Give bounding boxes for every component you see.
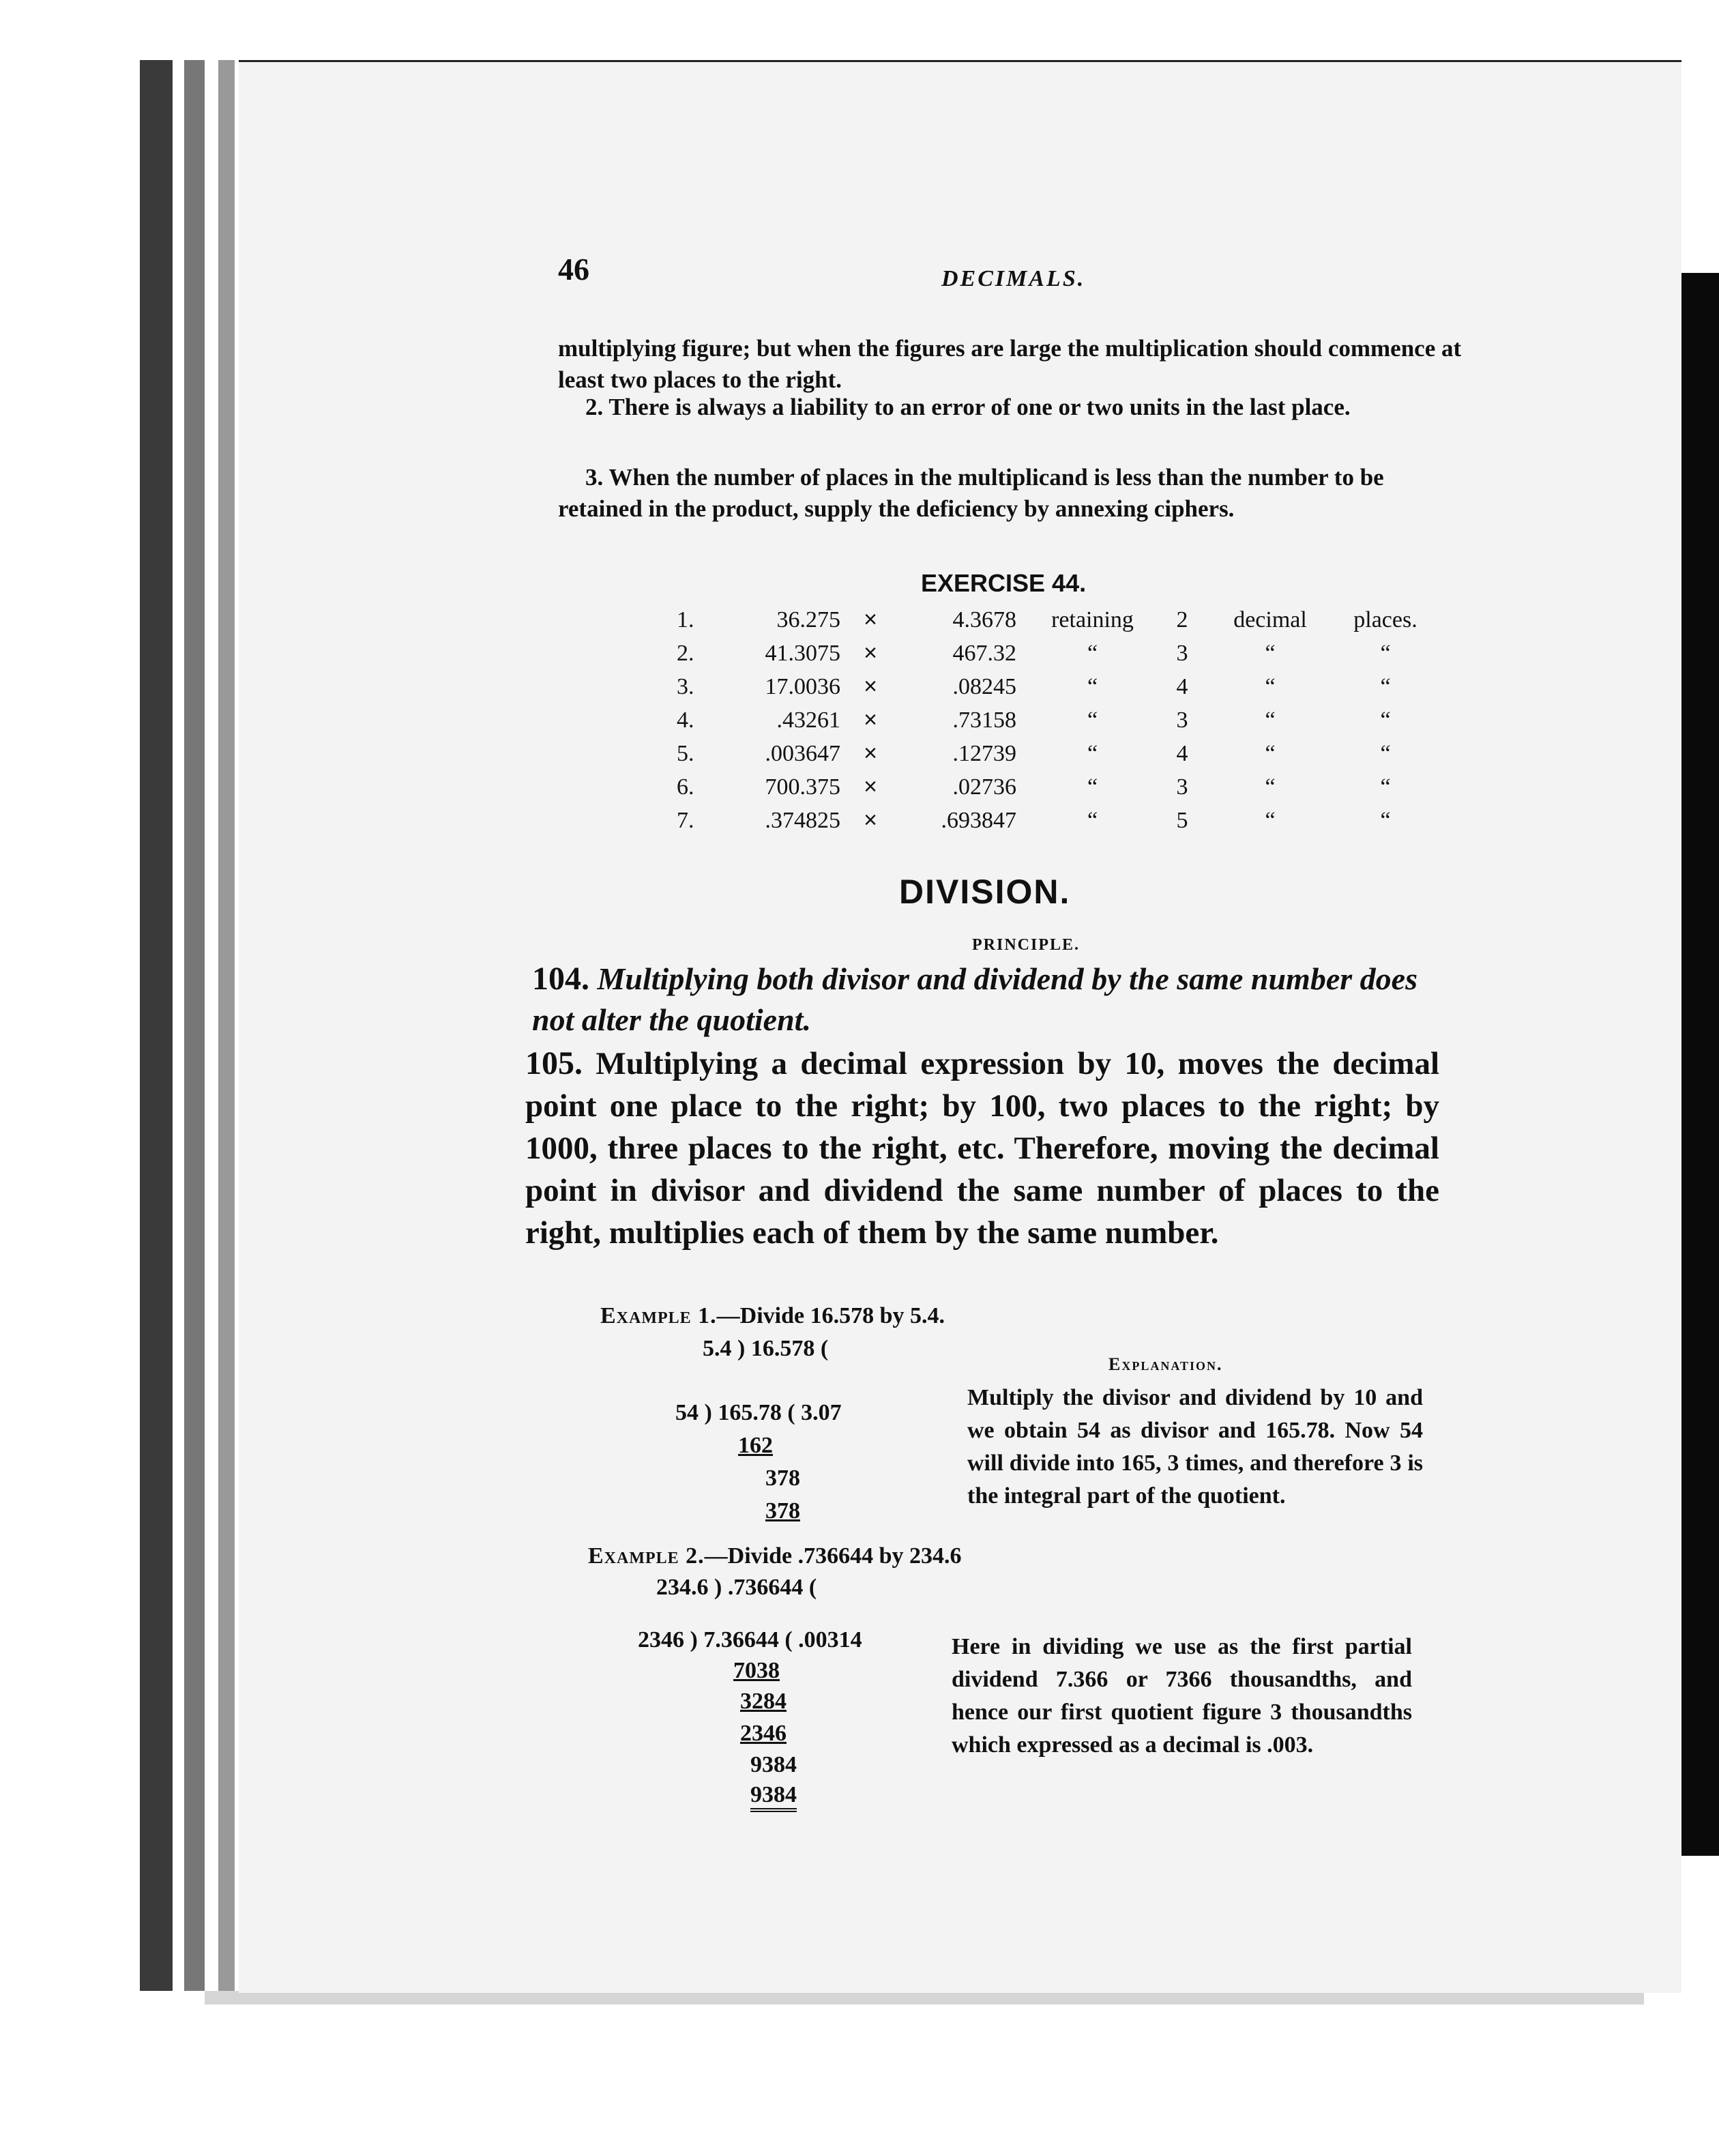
table-row <box>668 637 1435 670</box>
work-step: 9384 <box>750 1782 797 1812</box>
table-cell: .02736 <box>952 774 1016 800</box>
table-cell: “ <box>1087 673 1098 699</box>
table-cell: 3 <box>1176 774 1188 800</box>
table-cell: 700.375 <box>765 774 840 800</box>
table-cell: “ <box>1087 774 1098 800</box>
table-cell: “ <box>1265 740 1276 766</box>
rule-105 <box>525 1043 1439 1254</box>
work-line: 2346 ) 7.36644 ( .00314 <box>638 1627 862 1652</box>
table-cell: “ <box>1265 774 1276 800</box>
table-cell: 3 <box>1176 640 1188 666</box>
work-step: 378 <box>765 1466 800 1491</box>
table-cell: × <box>864 640 877 666</box>
example-label: Example 2. <box>588 1543 705 1569</box>
table-cell: 2 <box>1176 607 1188 632</box>
work-line: 5.4 ) 16.578 ( <box>703 1336 829 1361</box>
work-line: 54 ) 165.78 ( 3.07 <box>675 1400 842 1425</box>
example-text: —Divide 16.578 by 5.4. <box>716 1303 945 1328</box>
table-row <box>668 603 1435 637</box>
table-cell: .12739 <box>952 740 1016 766</box>
principle-label: PRINCIPLE. <box>972 936 1081 954</box>
work-step: 2346 <box>740 1721 787 1746</box>
work-step: 378 <box>765 1498 800 1524</box>
table-cell: .003647 <box>765 740 840 766</box>
rule-104 <box>532 959 1446 1040</box>
table-cell: 7. <box>677 807 694 833</box>
table-cell: “ <box>1265 807 1276 833</box>
scan-border-bottom <box>205 1991 1644 2005</box>
table-cell: “ <box>1087 740 1098 766</box>
table-cell: .693847 <box>941 807 1016 833</box>
work-step: 3284 <box>740 1689 787 1714</box>
note-paragraph: 2. There is always a liability to an error of one or two units in the last place. <box>585 394 1351 420</box>
example-2-heading <box>588 1543 962 1569</box>
book-edge-pages <box>218 60 235 1991</box>
exercise-table <box>668 603 1435 837</box>
table-cell: “ <box>1380 640 1391 666</box>
table-cell: 2. <box>677 640 694 666</box>
table-cell: “ <box>1265 640 1276 666</box>
table-cell: × <box>864 740 877 766</box>
table-cell: 6. <box>677 774 694 800</box>
table-cell: 5 <box>1176 807 1188 833</box>
rule-text: Multiplying both divisor and dividend by the same number does not alter the quotient. <box>532 961 1417 1037</box>
table-row <box>668 670 1435 703</box>
table-cell: .374825 <box>765 807 840 833</box>
exercise-title: EXERCISE 44. <box>921 569 1087 597</box>
work-step: 9384 <box>750 1752 797 1777</box>
table-cell: “ <box>1265 707 1276 733</box>
rule-number: 104. <box>532 961 589 997</box>
table-cell: × <box>864 774 877 800</box>
table-cell: 17.0036 <box>765 673 840 699</box>
table-cell: 3 <box>1176 707 1188 733</box>
running-title: DECIMALS. <box>941 266 1086 291</box>
table-cell: 467.32 <box>952 640 1016 666</box>
table-cell: “ <box>1087 807 1098 833</box>
note-paragraph: 3. When the number of places in the multiplicand is less than the number to be retained in the product, supply the deficiency by annexing ciphers. <box>558 464 1384 522</box>
table-cell: .43261 <box>776 707 840 733</box>
work-step: 7038 <box>733 1658 780 1683</box>
table-cell: × <box>864 607 877 632</box>
table-row <box>668 703 1435 737</box>
explanation-label: Explanation. <box>1108 1354 1223 1374</box>
table-cell: .73158 <box>952 707 1016 733</box>
table-cell: decimal <box>1233 607 1307 632</box>
table-cell: .08245 <box>952 673 1016 699</box>
table-cell: “ <box>1380 774 1391 800</box>
table-cell: “ <box>1380 707 1391 733</box>
note-paragraph: multiplying figure; but when the figures are large the multiplication should commence at least two places to the right. <box>558 335 1462 393</box>
table-cell: 4. <box>677 707 694 733</box>
table-cell: 4 <box>1176 740 1188 766</box>
table-cell: “ <box>1380 807 1391 833</box>
table-cell: 1. <box>677 607 694 632</box>
table-cell: 41.3075 <box>765 640 840 666</box>
table-cell: × <box>864 807 877 833</box>
table-cell: × <box>864 707 877 733</box>
book-edge-pages <box>184 60 205 1991</box>
page-number: 46 <box>558 252 589 287</box>
table-cell: 36.275 <box>776 607 840 632</box>
table-row <box>668 804 1435 837</box>
table-cell: “ <box>1265 673 1276 699</box>
rule-number: 105. <box>525 1045 583 1081</box>
table-cell: retaining <box>1051 607 1134 632</box>
scan-border-right <box>1681 273 1719 1856</box>
example-text: —Divide .736644 by 234.6 <box>704 1543 962 1569</box>
table-cell: 4 <box>1176 673 1188 699</box>
table-cell: places. <box>1353 607 1417 632</box>
table-cell: “ <box>1087 640 1098 666</box>
table-cell: 4.3678 <box>952 607 1016 632</box>
book-edge-shadow <box>140 60 173 1991</box>
section-heading: DIVISION. <box>899 873 1071 911</box>
table-row <box>668 770 1435 804</box>
table-cell: 3. <box>677 673 694 699</box>
work-line: 234.6 ) .736644 ( <box>656 1575 817 1600</box>
example-label: Example 1. <box>600 1303 717 1328</box>
work-step: 162 <box>738 1433 773 1458</box>
table-cell: “ <box>1087 707 1098 733</box>
explanation-text: Multiply the divisor and dividend by 10 and we obtain 54 as divisor and 165.78. Now 54 will divide into 165, 3 times, and therefore 3 is the integral part of the quotient. <box>967 1385 1423 1509</box>
explanation-text: Here in dividing we use as the first partial dividend 7.366 or 7366 thousandths, and hence our first quotient figure 3 thousandths which expressed as a decimal is .003. <box>952 1634 1412 1758</box>
table-cell: “ <box>1380 673 1391 699</box>
table-cell: × <box>864 673 877 699</box>
rule-text: Multiplying a decimal expression by 10, moves the decimal point one place to the right; by 100, two places to the right; by 1000, three places to the right, etc. Therefore, moving the decimal point in divisor and dividend the same number of places to the right, multiplies each of them by the same number. <box>525 1046 1439 1251</box>
table-row <box>668 737 1435 770</box>
example-1-heading <box>600 1303 945 1329</box>
table-cell: 5. <box>677 740 694 766</box>
table-cell: “ <box>1380 740 1391 766</box>
